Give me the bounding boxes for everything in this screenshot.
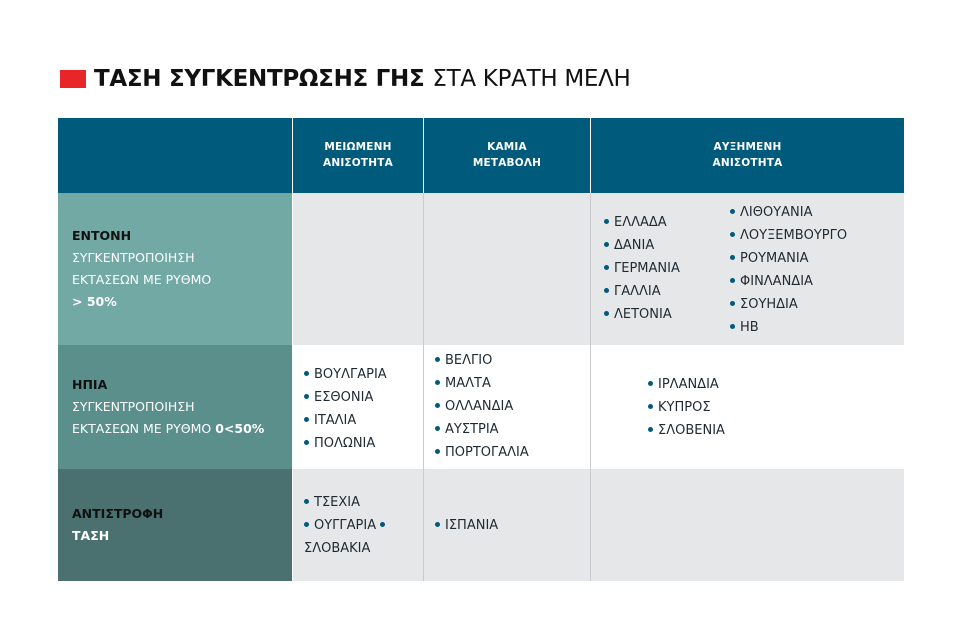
- list-item: ΣΟΥΗΔΙΑ: [730, 293, 847, 316]
- list-item: ΙΤΑΛΙΑ: [304, 409, 387, 432]
- bullet-icon: [648, 381, 653, 386]
- row-label-mild: [58, 345, 292, 469]
- list-item: ΦΙΝΛΑΝΔΙΑ: [730, 270, 847, 293]
- bullet-icon: [604, 311, 609, 316]
- list-strong-increased-b: [730, 201, 847, 339]
- list-item: ΛΟΥΞΕΜΒΟΥΡΓΟ: [730, 224, 847, 247]
- bullet-icon: [604, 288, 609, 293]
- col-header-increased-line2: ΑΝΙΣΟΤΗΤΑ: [712, 156, 783, 169]
- bullet-icon: [648, 427, 653, 432]
- list-item: ΑΥΣΤΡΙΑ: [435, 418, 529, 441]
- list-item: ΣΛΟΒΑΚΙΑ: [304, 541, 371, 556]
- list-item: ΒΟΥΛΓΑΡΙΑ: [304, 363, 387, 386]
- list-item: ΟΛΛΑΝΔΙΑ: [435, 395, 529, 418]
- list-strong-increased-a: [604, 211, 680, 326]
- col-header-decreased-label: ΜΕΙΩΜΕΝΗ ΑΝΙΣΟΤΗΤΑ: [323, 141, 393, 169]
- col-header-no-change: [424, 118, 590, 193]
- bullet-icon: [604, 242, 609, 247]
- bullet-icon: [435, 449, 440, 454]
- bullet-icon: [730, 209, 735, 214]
- list-item: ΠΟΛΩΝΙΑ: [304, 432, 387, 455]
- list-item: ΓΕΡΜΑΝΙΑ: [604, 257, 680, 280]
- col-header-no-change-line2: ΜΕΤΑΒΟΛΗ: [472, 156, 542, 169]
- row-reverse-line1: ΤΑΣΗ: [72, 528, 110, 543]
- bullet-icon: [730, 232, 735, 237]
- bullet-icon: [435, 403, 440, 408]
- bullet-icon: [304, 371, 309, 376]
- row-mild-line2: ΕΚΤΑΣΕΩΝ ΜΕ ΡΥΘΜΟ: [72, 420, 212, 436]
- col-header-decreased: [293, 118, 423, 193]
- bullet-icon: [604, 219, 609, 224]
- bullet-icon: [304, 522, 309, 527]
- row-mild-name: ΗΠΙΑ: [72, 377, 108, 393]
- bullet-icon: [304, 394, 309, 399]
- bullet-icon: [435, 357, 440, 362]
- divider: [590, 118, 591, 193]
- title-red-square-icon: [60, 70, 86, 88]
- row-mild-line1: ΣΥΓΚΕΝΤΡΟΠΟΙΗΣΗ: [72, 399, 195, 415]
- bullet-icon: [604, 265, 609, 270]
- row-strong-line2: ΕΚΤΑΣΕΩΝ ΜΕ ΡΥΘΜΟ: [72, 272, 212, 287]
- list-item: ΟΥΓΓΑΡΙΑ: [304, 514, 390, 537]
- row-label-strong: [58, 193, 292, 345]
- row-strong-body: [292, 193, 904, 345]
- bullet-icon: [380, 522, 385, 527]
- list-item: ΠΟΡΤΟΓΑΛΙΑ: [435, 441, 529, 464]
- list-item: ΓΑΛΛΙΑ: [604, 280, 680, 303]
- divider: [292, 118, 293, 581]
- header-corner: [58, 118, 292, 193]
- land-concentration-table: [58, 118, 904, 581]
- list-item: ΗΒ: [730, 316, 847, 339]
- bullet-icon: [435, 380, 440, 385]
- list-item: ΣΛΟΒΕΝΙΑ: [648, 419, 725, 442]
- bullet-icon: [730, 324, 735, 329]
- list-item: ΜΑΛΤΑ: [435, 372, 529, 395]
- bullet-icon: [730, 301, 735, 306]
- list-mild-no-change: [435, 349, 529, 464]
- list-item: ΡΟΥΜΑΝΙΑ: [730, 247, 847, 270]
- list-item: ΙΡΛΑΝΔΙΑ: [648, 373, 725, 396]
- bullet-icon: [304, 417, 309, 422]
- bullet-icon: [435, 522, 440, 527]
- row-reverse-name: ΑΝΤΙΣΤΡΟΦΗ: [72, 506, 164, 522]
- row-strong-line1: ΣΥΓΚΕΝΤΡΟΠΟΙΗΣΗ: [72, 250, 195, 266]
- list-item: ΛΙΘΟΥΑΝΙΑ: [730, 201, 847, 224]
- row-strong-name: ΕΝΤΟΝΗ: [72, 228, 132, 244]
- list-mild-decreased: [304, 363, 387, 455]
- row-mild-rate: 0<50%: [215, 420, 265, 436]
- row-reverse-body: [292, 469, 904, 581]
- list-reverse-decreased: [304, 491, 390, 560]
- row-strong-line3: > 50%: [72, 293, 117, 309]
- col-header-increased-line1: ΑΥΞΗΜΕΝΗ: [713, 141, 782, 154]
- list-item: ΙΣΠΑΝΙΑ: [435, 514, 498, 537]
- list-item: ΔΑΝΙΑ: [604, 234, 680, 257]
- row-mild-body: [292, 345, 904, 469]
- col-header-increased: [591, 118, 904, 193]
- row-label-reverse: [58, 469, 292, 581]
- divider: [423, 118, 424, 193]
- list-item: ΕΣΘΟΝΙΑ: [304, 386, 387, 409]
- title-bold-text: ΤΑΣΗ ΣΥΓΚΕΝΤΡΩΣΗΣ ΓΗΣ: [94, 66, 425, 92]
- bullet-icon: [648, 404, 653, 409]
- list-item: ΤΣΕΧΙΑ: [304, 491, 390, 514]
- bullet-icon: [730, 255, 735, 260]
- title-light-text: ΣΤΑ ΚΡΑΤΗ ΜΕΛΗ: [432, 66, 631, 92]
- col-header-no-change-line1: ΚΑΜΙΑ: [487, 141, 527, 154]
- list-item: ΛΕΤΟΝΙΑ: [604, 303, 680, 326]
- list-item: ΒΕΛΓΙΟ: [435, 349, 529, 372]
- bullet-icon: [304, 499, 309, 504]
- bullet-icon: [435, 426, 440, 431]
- bullet-icon: [304, 440, 309, 445]
- row-mild-line2-wrap: [72, 418, 292, 440]
- list-reverse-no-change: [435, 514, 498, 537]
- list-item: ΚΥΠΡΟΣ: [648, 396, 725, 419]
- list-mild-increased: [648, 373, 725, 442]
- bullet-icon: [730, 278, 735, 283]
- list-item: ΕΛΛΑΔΑ: [604, 211, 680, 234]
- page-title: [60, 64, 631, 94]
